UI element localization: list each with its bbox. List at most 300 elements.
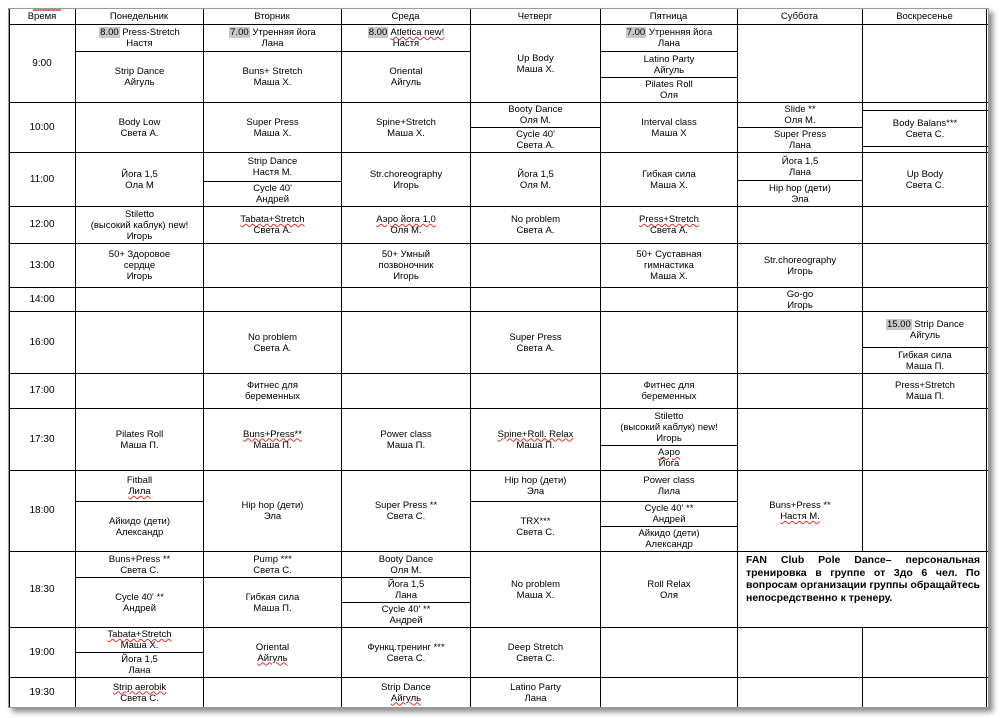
class-title [245, 380, 300, 402]
time-slot: 13:00 [29, 259, 55, 271]
class-trainer: Настя М. [252, 167, 293, 178]
class-cell [471, 628, 600, 677]
class-name: Hip hop (дети) [769, 182, 831, 194]
class-trainer: Света А. [516, 342, 555, 354]
class-title [907, 169, 943, 180]
class-cell [204, 312, 341, 373]
column-header: Время [27, 11, 57, 22]
class-cell [471, 678, 600, 707]
class-name: No problem [510, 578, 561, 590]
column-header: Четверг [517, 11, 553, 22]
class-cell [342, 578, 470, 602]
class-title [119, 117, 161, 128]
class-name: 50+ Умный позвоночник [378, 249, 434, 271]
class-cell [738, 181, 862, 206]
class-trainer: Маша Х. [387, 127, 425, 139]
class-title [379, 554, 433, 565]
class-name: No problem [247, 331, 298, 343]
class-title [641, 380, 696, 402]
class-name: Body Balans*** [892, 117, 958, 129]
class-trainer: Игорь [393, 271, 419, 282]
class-title [647, 579, 690, 590]
class-name: Гибкая сила [642, 168, 696, 180]
class-name: Cycle 40' ** [644, 503, 694, 514]
class-cell [76, 678, 203, 707]
class-trainer: Света А. [516, 140, 555, 151]
class-title [246, 117, 298, 128]
class-title [256, 642, 289, 653]
class-cell [342, 244, 470, 287]
class-trainer: Маша Х. [516, 589, 555, 601]
class-trainer: Настя [392, 38, 420, 49]
class-title [375, 500, 437, 511]
class-trainer: Настя М. [780, 511, 820, 522]
class-cell [204, 52, 341, 102]
class-title [642, 169, 696, 180]
class-title [242, 500, 304, 511]
class-cell [738, 128, 862, 152]
class-trainer: Игорь [787, 299, 813, 311]
class-name: Oriental [389, 66, 423, 77]
class-name: Hip hop (дети) [241, 500, 304, 511]
class-title [636, 249, 701, 271]
class-cell [471, 312, 600, 373]
class-name: Spine+Stretch [376, 116, 436, 128]
class-title [91, 209, 189, 231]
class-title [886, 319, 964, 330]
class-trainer: Маша П. [253, 602, 292, 614]
class-cell [471, 128, 600, 152]
class-name: Pump *** [253, 553, 292, 565]
class-title [109, 249, 170, 271]
outer-border [986, 9, 987, 708]
class-trainer: Александр [115, 526, 164, 538]
class-cell [601, 25, 737, 51]
class-name: Айкидо (дети) [108, 515, 171, 527]
class-title [516, 129, 555, 140]
class-trainer: Лила [657, 486, 681, 497]
class-name: Power class [380, 428, 432, 440]
class-cell [76, 628, 203, 652]
class-name: Super Press [509, 331, 562, 343]
class-trainer: Маша Х [651, 127, 687, 139]
class-title [376, 117, 436, 128]
class-trainer: Андрей [123, 602, 156, 614]
class-cell [601, 153, 737, 206]
class-trainer: Игорь [656, 432, 682, 444]
class-title [253, 554, 292, 565]
class-cell [204, 578, 341, 627]
class-cell [471, 502, 600, 551]
class-cell [863, 153, 987, 206]
class-name: Buns+Press ** [769, 500, 831, 511]
class-name: Айкидо (дети) [638, 528, 700, 539]
class-title [769, 500, 831, 511]
class-cell [342, 628, 470, 677]
class-cell [738, 244, 862, 287]
class-trainer: Маша Х. [516, 63, 555, 75]
class-trainer: Оля М. [390, 564, 422, 576]
class-title [368, 27, 445, 38]
class-name: Tabata+Stretch [107, 629, 172, 640]
class-trainer: Света С. [905, 179, 945, 191]
class-name: Deep Stretch [507, 641, 564, 653]
class-cell [601, 374, 737, 408]
class-name: Go-go [786, 288, 814, 300]
class-trainer: Игорь [126, 230, 153, 242]
class-name: Strip aerobik [112, 681, 167, 693]
time-slot: 18:30 [29, 583, 55, 595]
class-title [511, 214, 560, 225]
time-slot: 10:00 [29, 121, 55, 133]
class-cell [471, 552, 600, 627]
time-slot: 12:00 [29, 219, 55, 230]
class-name: Oriental [255, 641, 290, 653]
class-trainer: Света С. [386, 511, 426, 522]
class-name: Аэро йога 1,0 [376, 214, 436, 225]
class-title [645, 79, 693, 90]
class-trainer: Игорь [126, 271, 153, 282]
class-name: Str.choreography [763, 254, 837, 266]
class-cell [471, 471, 600, 501]
class-cell [204, 25, 341, 51]
class-title [508, 642, 563, 653]
class-title [774, 129, 826, 140]
class-name: Фитнес для беременных [641, 380, 697, 402]
class-title [388, 579, 425, 590]
class-trainer: Света С. [120, 564, 159, 576]
class-trainer: Маша П. [905, 360, 945, 372]
class-title [382, 604, 431, 615]
class-title [658, 447, 680, 458]
class-name: Cycle 40' ** [115, 591, 164, 603]
class-trainer: Лана [657, 38, 681, 49]
class-name: Cycle 40' [516, 129, 555, 140]
class-start-time: 8.00 [368, 27, 388, 38]
class-name: Roll Relax [647, 578, 691, 590]
class-trainer: Маша Х. [650, 179, 688, 191]
class-trainer: Игорь [787, 265, 813, 277]
class-trainer: Маша П. [386, 439, 426, 451]
class-cell [471, 153, 600, 206]
class-title [109, 516, 170, 527]
class-trainer: Маша Х. [120, 640, 159, 651]
class-title [517, 53, 553, 64]
class-trainer: Ола М [125, 179, 154, 191]
class-trainer: Света А. [516, 225, 555, 236]
class-trainer: Света А. [120, 127, 159, 139]
class-title [787, 289, 813, 300]
class-cell [204, 552, 341, 577]
class-cell [76, 552, 203, 577]
class-title [898, 350, 952, 361]
class-cell [342, 409, 470, 470]
class-trainer: Лана [788, 140, 812, 151]
class-trainer: Света А. [650, 225, 688, 236]
class-name: Atletica new! [390, 27, 445, 38]
class-title [115, 592, 164, 603]
class-trainer: Оля М. [519, 179, 552, 191]
class-title [498, 429, 574, 440]
class-name: Гибкая сила [898, 349, 952, 361]
class-title [99, 27, 180, 38]
class-name: Up Body [906, 168, 944, 180]
column-header: Понедельник [109, 11, 169, 22]
class-trainer: Света С. [386, 652, 426, 664]
class-cell [342, 471, 470, 551]
class-name: Strip Dance [247, 156, 298, 167]
time-slot: 18:00 [29, 505, 55, 516]
class-trainer: Айгуль [257, 652, 288, 664]
class-title [121, 169, 158, 180]
class-name: Buns+ Stretch [242, 66, 303, 77]
class-trainer: Эла [526, 486, 545, 497]
class-cell [342, 207, 470, 243]
class-name: Buns+Press** [243, 428, 302, 440]
class-title [645, 503, 694, 514]
class-title [510, 682, 561, 693]
class-title [240, 214, 304, 225]
class-trainer: Оля М. [519, 115, 552, 126]
class-title [370, 169, 442, 180]
class-cell [204, 103, 341, 152]
class-title [243, 429, 302, 440]
class-title [509, 332, 561, 343]
class-cell [204, 207, 341, 243]
class-title [253, 183, 292, 194]
class-trainer: Лила [128, 486, 151, 497]
class-trainer: Айгуль [124, 77, 155, 88]
class-trainer: Йога [658, 458, 680, 469]
class-cell [738, 471, 862, 551]
class-cell [342, 603, 470, 627]
class-trainer: Эла [791, 193, 809, 205]
class-name: Йога 1,5 [517, 168, 554, 180]
class-trainer: Настя [126, 38, 153, 49]
class-trainer: Света А. [253, 342, 292, 354]
row-divider [9, 373, 988, 374]
class-trainer: Оля М. [784, 115, 816, 126]
class-title [893, 118, 957, 129]
class-trainer: Маша П. [516, 439, 555, 451]
class-title [517, 169, 554, 180]
class-trainer: Лана [394, 590, 418, 601]
class-trainer: Айгуль [390, 77, 422, 88]
class-title [626, 27, 713, 38]
class-cell [342, 552, 470, 577]
class-trainer: Света С. [253, 564, 292, 576]
class-cell [471, 207, 600, 243]
class-trainer: Оля М. [390, 225, 422, 236]
class-title [895, 380, 955, 391]
class-name: Str.choreography [369, 168, 443, 180]
class-name: Фитнес для беременных [244, 380, 301, 402]
class-name: Latino Party [510, 681, 561, 693]
class-trainer: Маша Х. [650, 271, 688, 282]
class-trainer: Света С. [905, 128, 945, 140]
class-name: Strip Dance [381, 681, 431, 693]
class-name: Функц.тренинг *** [367, 641, 445, 653]
class-cell [601, 502, 737, 526]
pole-dance-note: FAN Club Pole Dance– персональная тренировка в группе от 3до 6 чел. По вопросам организации группы обращайтесь непосредственно к тренеру. [746, 554, 980, 604]
class-name: Interval class [641, 116, 697, 128]
class-title [229, 27, 316, 38]
class-cell [204, 628, 341, 677]
class-trainer: Лана [524, 692, 547, 704]
class-trainer: Айгуль [653, 64, 685, 76]
time-slot: 16:00 [29, 336, 55, 348]
class-title [248, 156, 298, 167]
class-cell [471, 409, 600, 470]
class-trainer: Маша Х. [253, 127, 292, 139]
class-cell [76, 153, 203, 206]
class-name: 50+ Здоровое сердце [108, 249, 171, 271]
class-trainer: Эла [263, 511, 282, 522]
class-title [246, 592, 300, 603]
class-title [127, 475, 152, 486]
class-cell [471, 103, 600, 127]
class-cell [738, 103, 862, 127]
class-trainer: Лана [128, 665, 151, 676]
time-slot: 19:30 [29, 686, 55, 698]
class-name: Press-Stretch [122, 27, 180, 38]
class-title [638, 528, 699, 539]
class-cell [204, 153, 341, 181]
class-trainer: Александр [645, 539, 693, 550]
time-slot: 19:00 [29, 646, 55, 658]
class-name: Strip Dance [914, 318, 965, 330]
class-cell [738, 288, 862, 311]
class-name: Spine+Roll. Relax [497, 428, 574, 440]
class-trainer: Света С. [516, 652, 555, 664]
class-trainer: Андрей [652, 514, 686, 525]
class-title [764, 255, 836, 266]
class-title [116, 429, 164, 440]
class-cell [76, 25, 203, 51]
class-name: Latino Party [643, 53, 695, 65]
class-name: Up Body [517, 52, 554, 64]
class-name: Гибкая сила [245, 591, 300, 603]
class-cell [342, 153, 470, 206]
class-cell [601, 103, 737, 152]
class-cell [204, 374, 341, 408]
class-cell [76, 578, 203, 627]
class-cell [601, 446, 737, 470]
class-title [109, 554, 171, 565]
class-cell [204, 182, 341, 206]
class-name: Strip Dance [114, 66, 165, 77]
class-name: Йога 1,5 [387, 579, 425, 590]
class-title [121, 654, 158, 665]
class-start-time: 15.00 [886, 318, 911, 330]
sub-divider [862, 146, 988, 147]
class-name: Йога 1,5 [121, 654, 158, 665]
class-trainer: Света А. [253, 225, 292, 236]
class-cell [738, 153, 862, 180]
class-name: Slide ** [784, 104, 816, 115]
class-start-time: 7.00 [230, 27, 249, 38]
column-header: Пятница [649, 11, 688, 22]
class-name: Йога 1,5 [121, 168, 158, 180]
class-title [508, 104, 562, 115]
class-title [639, 214, 699, 225]
class-trainer: Света С. [516, 526, 555, 538]
time-slot: 14:00 [29, 293, 55, 305]
class-cell [76, 103, 203, 152]
class-title [620, 411, 718, 433]
class-cell [76, 207, 203, 243]
class-trainer: Андрей [256, 194, 289, 205]
class-name: Tabata+Stretch [240, 214, 305, 225]
column-header: Среда [391, 11, 420, 22]
class-name: Booty Dance [508, 104, 563, 115]
class-start-time: 7.00 [626, 27, 646, 38]
class-cell [601, 471, 737, 501]
class-title [107, 629, 171, 640]
class-title [243, 66, 303, 77]
class-cell [76, 409, 203, 470]
class-cell [601, 78, 737, 102]
class-title [389, 66, 422, 77]
class-start-time: 8.00 [100, 27, 119, 38]
class-cell [342, 52, 470, 102]
class-cell [601, 409, 737, 445]
class-trainer: Оля [660, 90, 678, 101]
class-cell [76, 52, 203, 102]
class-cell [76, 244, 203, 287]
class-title [643, 475, 694, 486]
class-cell [863, 374, 987, 408]
class-name: Утренняя йога [648, 27, 713, 38]
class-title [641, 117, 696, 128]
class-title [784, 104, 815, 115]
class-cell [471, 25, 600, 102]
time-slot: 9:00 [32, 57, 52, 69]
class-name: Booty Dance [378, 553, 434, 565]
schedule-sheet [8, 8, 989, 708]
class-title [115, 66, 165, 77]
class-name: Stiletto (высокий каблук) new! [90, 208, 189, 231]
class-cell [342, 103, 470, 152]
class-title [113, 682, 166, 693]
class-title [367, 642, 444, 653]
class-title [376, 214, 436, 225]
class-title [511, 579, 560, 590]
class-cell [863, 111, 987, 146]
class-name: Йога 1,5 [781, 155, 819, 167]
class-trainer: Маша Х. [253, 77, 292, 88]
class-title [769, 183, 831, 194]
class-name: Hip hop (дети) [504, 475, 567, 486]
outer-border [9, 9, 10, 708]
class-title [380, 429, 431, 440]
class-cell [204, 471, 341, 551]
class-name: Pilates Roll [115, 428, 164, 440]
class-cell [601, 527, 737, 551]
sub-divider [862, 110, 988, 111]
class-name: Press+Stretch [895, 380, 955, 391]
class-title [644, 54, 695, 65]
class-trainer: Лана [261, 38, 284, 49]
class-name: Fitball [126, 475, 153, 486]
class-title [520, 516, 550, 527]
class-trainer: Айгуль [909, 329, 941, 341]
class-cell [601, 244, 737, 287]
class-cell [76, 471, 203, 501]
class-cell [342, 678, 470, 707]
class-name: Power class [643, 475, 695, 486]
class-title [505, 475, 567, 486]
